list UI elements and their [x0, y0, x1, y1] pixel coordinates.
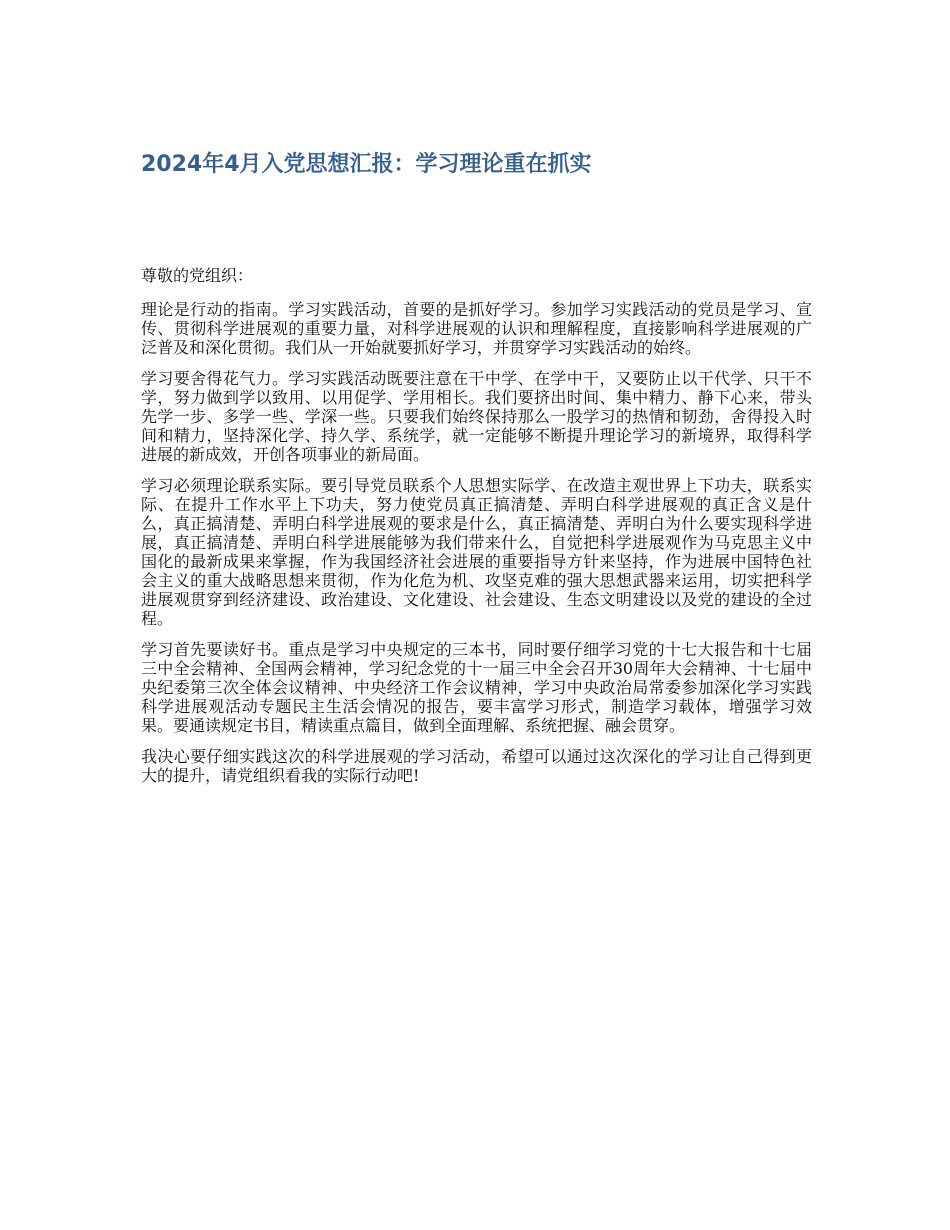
paragraph-resolution: 我决心要仔细实践这次的科学进展观的学习活动，希望可以通过这次深化的学习让自己得到更大的提升，请党组织看我的实际行动吧! [141, 747, 812, 785]
document-body [141, 266, 812, 797]
paragraph-effort: 学习要舍得花气力。学习实践活动既要注意在干中学、在学中干，又要防止以干代学、只干不学，努力做到学以致用、以用促学、学用相长。我们要挤出时间、集中精力、静下心来，带头先学一步、多学一些、学深一些。只要我们始终保持那么一股学习的热情和韧劲，舍得投入时间和精力，坚持深化学、持久学、系统学，就一定能够不断提升理论学习的新境界，取得科学进展的新成效，开创各项事业的新局面。 [141, 369, 812, 464]
paragraph-theory-guide: 理论是行动的指南。学习实践活动，首要的是抓好学习。参加学习实践活动的党员是学习、宣传、贯彻科学进展观的重要力量，对科学进展观的认识和理解程度，直接影响科学进展观的广泛普及和深化贯彻。我们从一开始就要抓好学习，并贯穿学习实践活动的始终。 [141, 300, 812, 357]
paragraph-reading: 学习首先要读好书。重点是学习中央规定的三本书，同时要仔细学习党的十七大报告和十七届三中全会精神、全国两会精神，学习纪念党的十一届三中全会召开30周年大会精神、十七届中央纪委第三次全体会议精神、中央经济工作会议精神，学习中央政治局常委参加深化学习实践科学进展观活动专题民主生活会情况的报告，要丰富学习形式，制造学习载体，增强学习效果。要通读规定书目，精读重点篇目，做到全面理解、系统把握、融会贯穿。 [141, 640, 812, 735]
paragraph-practice: 学习必须理论联系实际。要引导党员联系个人思想实际学、在改造主观世界上下功夫，联系实际、在提升工作水平上下功夫，努力使党员真正搞清楚、弄明白科学进展观的真正含义是什么，真正搞清楚、弄明白科学进展观的要求是什么，真正搞清楚、弄明白为什么要实现科学进展，真正搞清楚、弄明白科学进展能够为我们带来什么，自觉把科学进展观作为马克思主义中国化的最新成果来掌握，作为我国经济社会进展的重要指导方针来坚持，作为进展中国特色社会主义的重大战略思想来贯彻，作为化危为机、攻坚克难的强大思想武器来运用，切实把科学进展观贯穿到经济建设、政治建设、文化建设、社会建设、生态文明建设以及党的建设的全过程。 [141, 476, 812, 628]
salutation: 尊敬的党组织： [141, 266, 254, 285]
document-title: 2024年4月入党思想汇报：学习理论重在抓实 [141, 152, 592, 177]
